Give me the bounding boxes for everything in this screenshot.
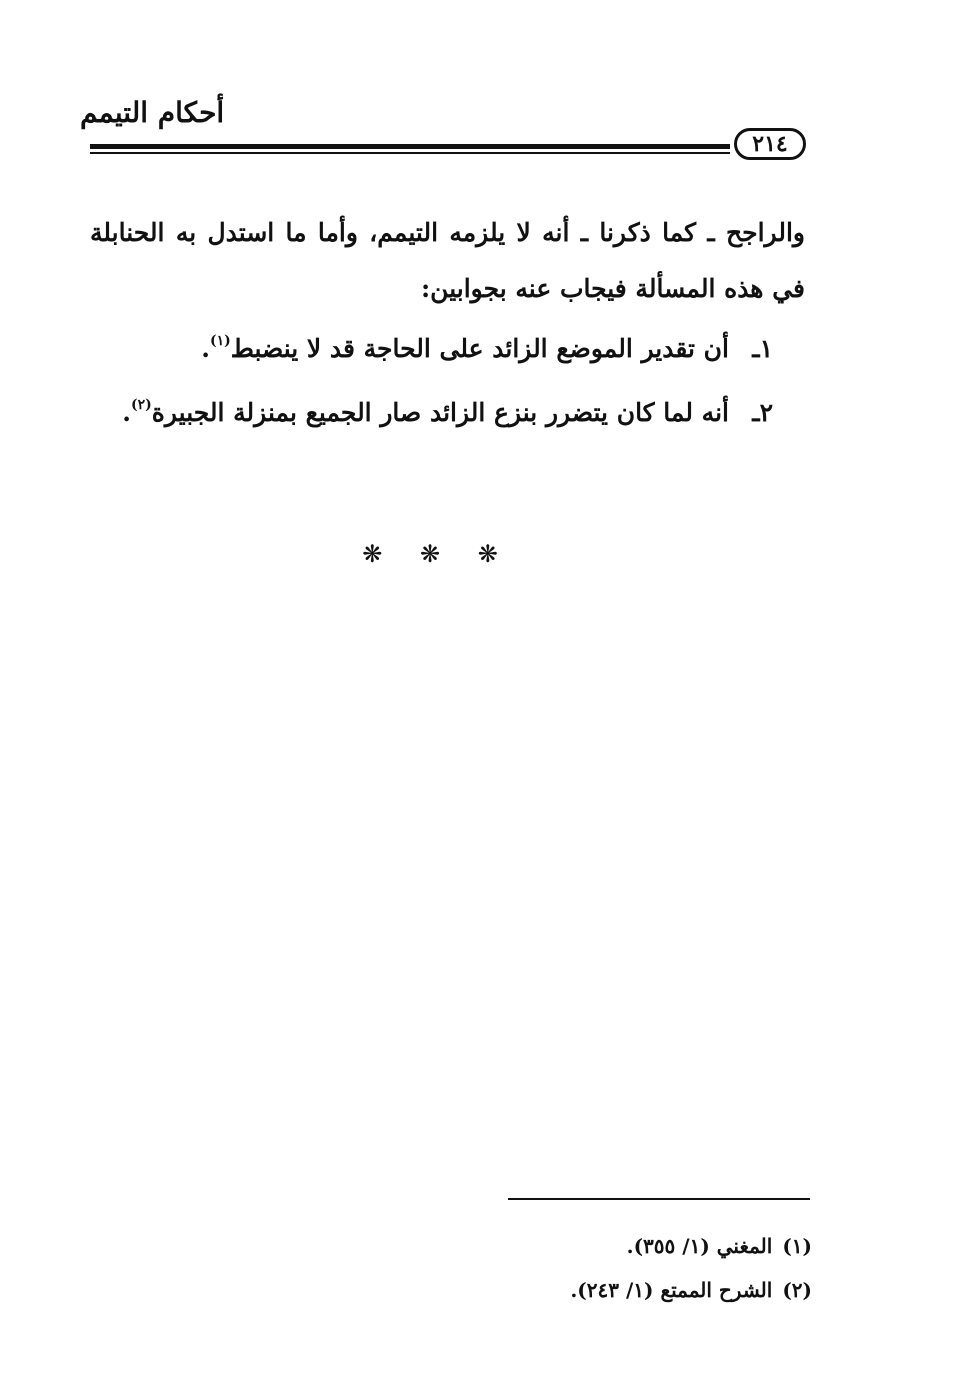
footnote [420, 1224, 812, 1268]
footnotes [420, 1224, 812, 1312]
item-number: ١ـ [752, 334, 773, 363]
list-item [90, 321, 805, 377]
item-text: أن تقدير الموضع الزائد على الحاجة قد لا ينضبط [230, 334, 729, 363]
footnote-number: (١) [782, 1234, 812, 1258]
header-rule-thin [90, 152, 730, 154]
item-end: . [122, 398, 131, 427]
main-text [90, 205, 805, 449]
running-title: أحكام التيمم [80, 96, 225, 129]
footnote-ref[interactable]: (٢) [130, 397, 152, 413]
page-number-text: ٢١٤ [752, 131, 788, 157]
header-rule-thick [90, 144, 730, 149]
section-separator [0, 540, 860, 568]
item-end: . [201, 334, 210, 363]
footnote-text: المغني (١/ ٣٥٥). [626, 1234, 773, 1258]
body-paragraph: والراجح ـ كما ذكرنا ـ أنه لا يلزمه التيمم، وأما ما استدل به الحنابلة في هذه المسألة فيجاب عنه بجوابين: [90, 218, 805, 303]
footnote-ref[interactable]: (١) [209, 333, 231, 349]
star-ornament: ❋ [477, 540, 498, 568]
footnote-number: (٢) [782, 1278, 812, 1302]
footnote [420, 1268, 812, 1312]
item-number: ٢ـ [752, 398, 773, 427]
footnote-text: الشرح الممتع (١/ ٢٤٣). [570, 1278, 773, 1302]
footnote-rule [508, 1198, 810, 1200]
page-number [734, 128, 806, 160]
list-item [90, 385, 805, 441]
item-text: أنه لما كان يتضرر بنزع الزائد صار الجميع بمنزلة الجبيرة [151, 398, 729, 427]
star-ornament: ❋ [362, 540, 383, 568]
answers-list [90, 321, 805, 441]
star-ornament: ❋ [419, 540, 441, 568]
